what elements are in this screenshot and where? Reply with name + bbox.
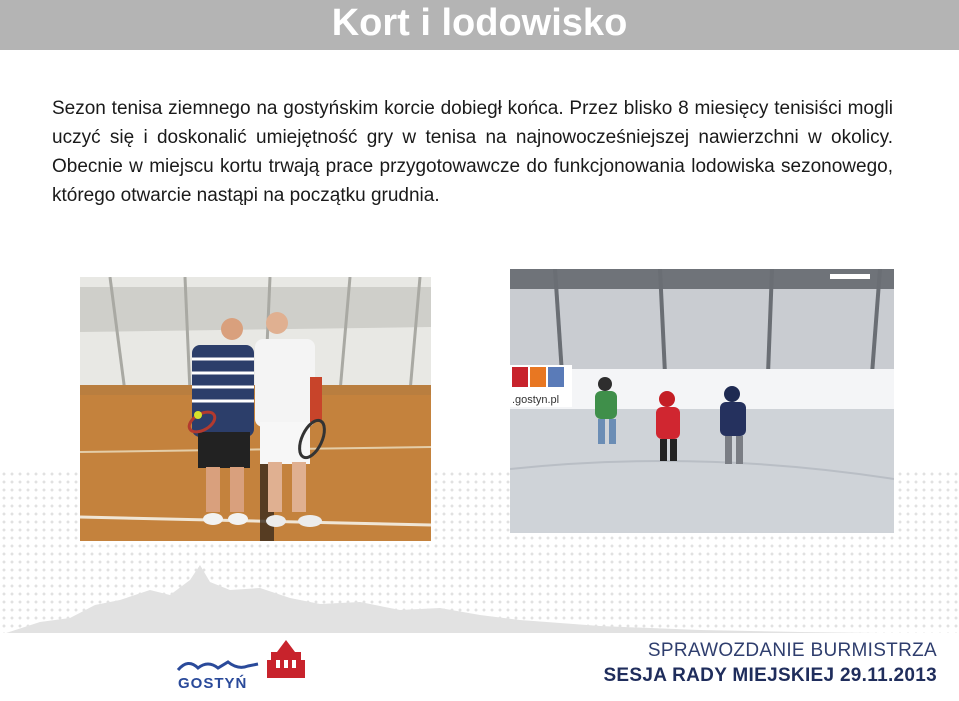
- tennis-players-photo: [80, 277, 431, 541]
- report-title: SPRAWOZDANIE BURMISTRZA: [647, 640, 937, 661]
- body-paragraph: Sezon tenisa ziemnego na gostyńskim korcie dobiegł końca. Przez blisko 8 miesięcy tenisiści mogli uczyć się i doskonalić umiejętność gry w tenisa na najnowocześniejszej nawierzchni w okolicy. Obecnie w miejscu kortu trwają prace przygotowawcze do funkcjonowania lodowiska sezonowego, którego otwarcie nastąpi na początku grudnia.: [52, 98, 893, 206]
- ice-banner-text: .gostyn.pl: [512, 394, 560, 406]
- logo-text: GOSTYŃ: [178, 675, 248, 692]
- session-date: SESJA RADY MIEJSKIEJ 29.11.2013: [603, 665, 937, 686]
- ice-rink-photo: [510, 269, 894, 533]
- slide-title: Kort i lodowisko: [331, 2, 628, 44]
- town-skyline-decoration: [0, 560, 959, 640]
